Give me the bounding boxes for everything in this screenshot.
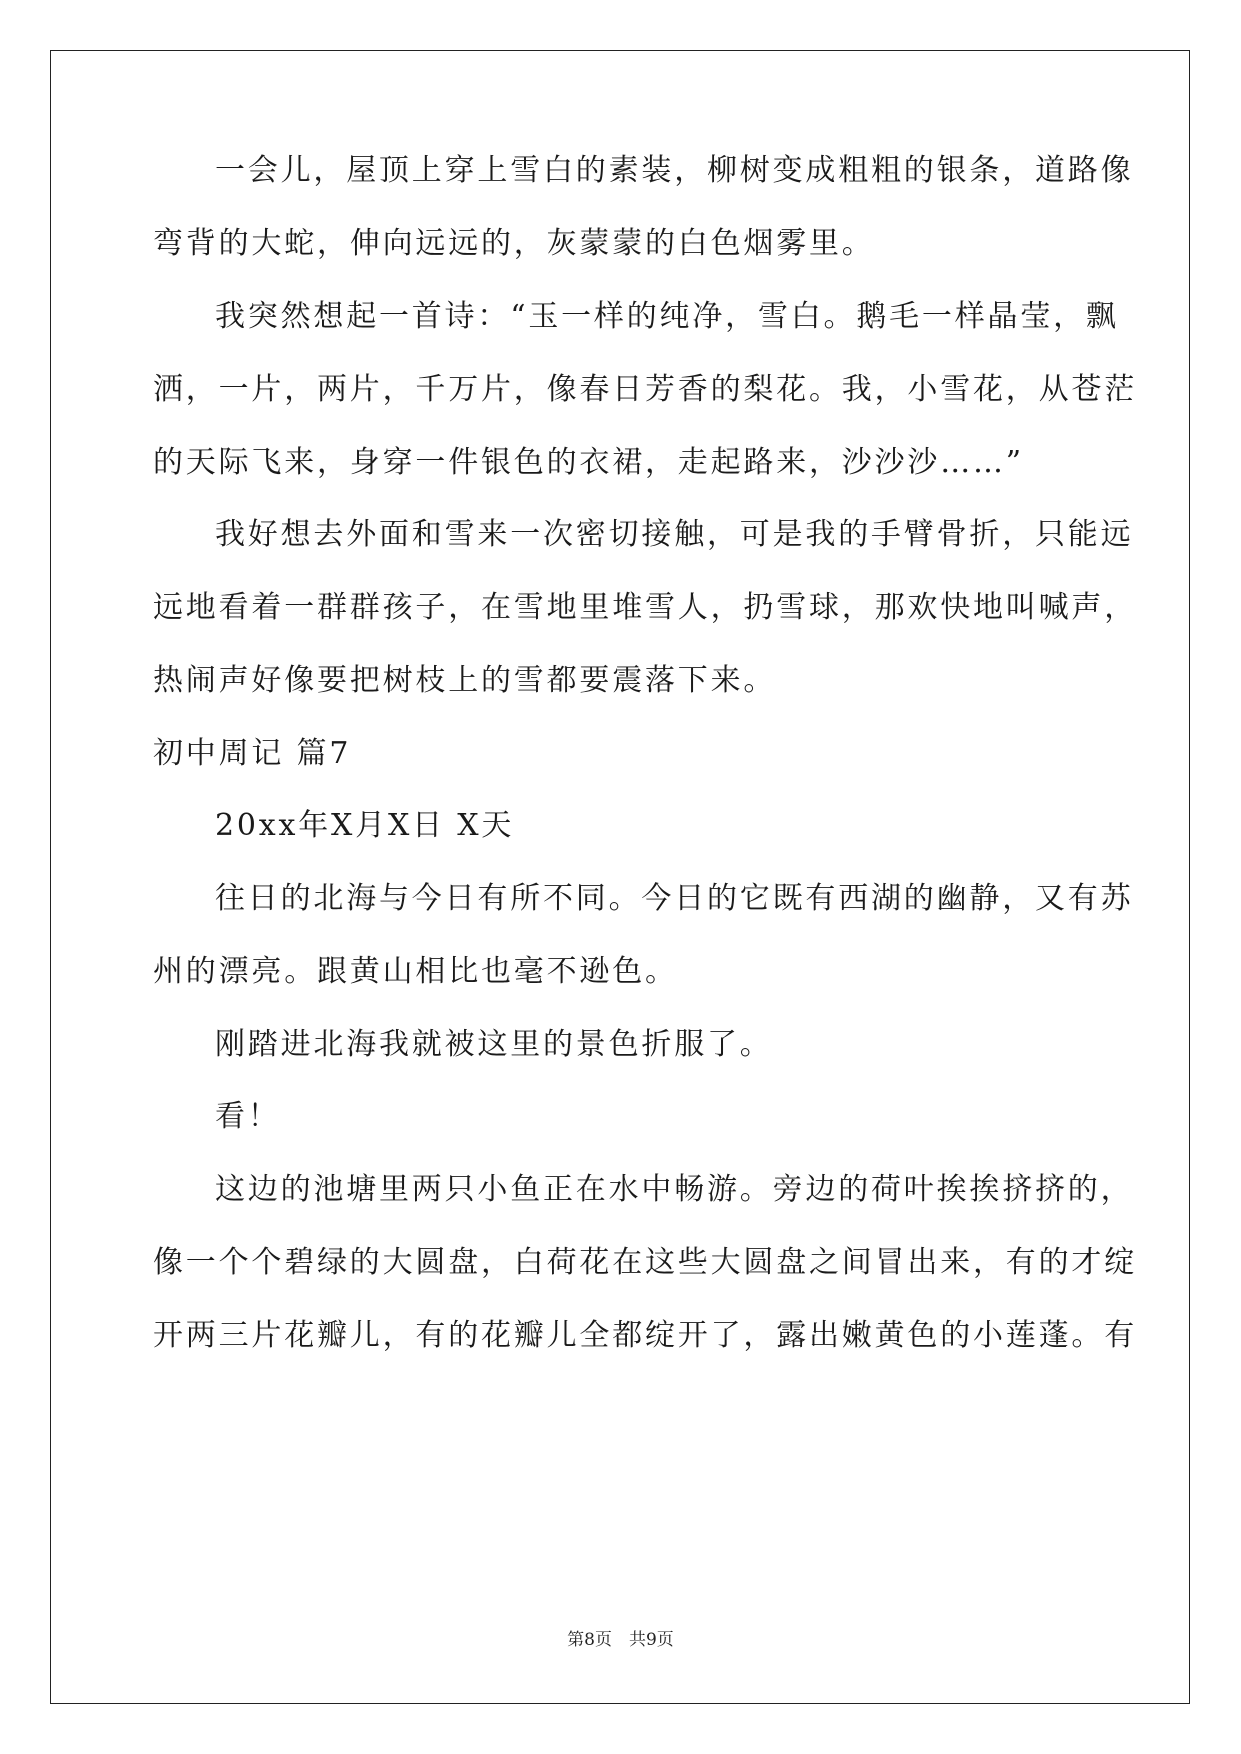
paragraph-line: 州的漂亮。跟黄山相比也毫不逊色。 [153, 954, 678, 989]
paragraph-line: 往日的北海与今日有所不同。今日的它既有西湖的幽静，又有苏 [215, 881, 1134, 916]
paragraph-line: 开两三片花瓣儿，有的花瓣儿全都绽开了，露出嫩黄色的小莲蓬。有 [153, 1318, 1137, 1353]
paragraph-line: 的天际飞来，身穿一件银色的衣裙，走起路来，沙沙沙……” [153, 445, 1024, 480]
paragraph-line: 洒，一片，两片，千万片，像春日芳香的梨花。我，小雪花，从苍茫 [153, 372, 1137, 407]
paragraph-line: 看！ [215, 1099, 281, 1134]
paragraph-line: 这边的池塘里两只小鱼正在水中畅游。旁边的荷叶挨挨挤挤的， [215, 1172, 1134, 1207]
paragraph-line: 一会儿，屋顶上穿上雪白的素装，柳树变成粗粗的银条，道路像 [215, 153, 1134, 188]
page-number: 第8页 共9页 [567, 1630, 674, 1650]
section-heading: 初中周记 篇7 [153, 736, 352, 771]
paragraph-line: 远地看着一群群孩子，在雪地里堆雪人，扔雪球，那欢快地叫喊声， [153, 590, 1137, 625]
paragraph-line: 刚踏进北海我就被这里的景色折服了。 [215, 1027, 773, 1062]
date-line: 20xx年X月X日 X天 [215, 808, 515, 843]
paragraph-line: 我突然想起一首诗：“玉一样的纯净，雪白。鹅毛一样晶莹，飘 [215, 299, 1119, 334]
paragraph-line: 像一个个碧绿的大圆盘，白荷花在这些大圆盘之间冒出来，有的才绽 [153, 1245, 1137, 1280]
paragraph-line: 热闹声好像要把树枝上的雪都要震落下来。 [153, 663, 777, 698]
paragraph-line: 我好想去外面和雪来一次密切接触，可是我的手臂骨折，只能远 [215, 517, 1134, 552]
paragraph-line: 弯背的大蛇，伸向远远的，灰蒙蒙的白色烟雾里。 [153, 226, 875, 261]
